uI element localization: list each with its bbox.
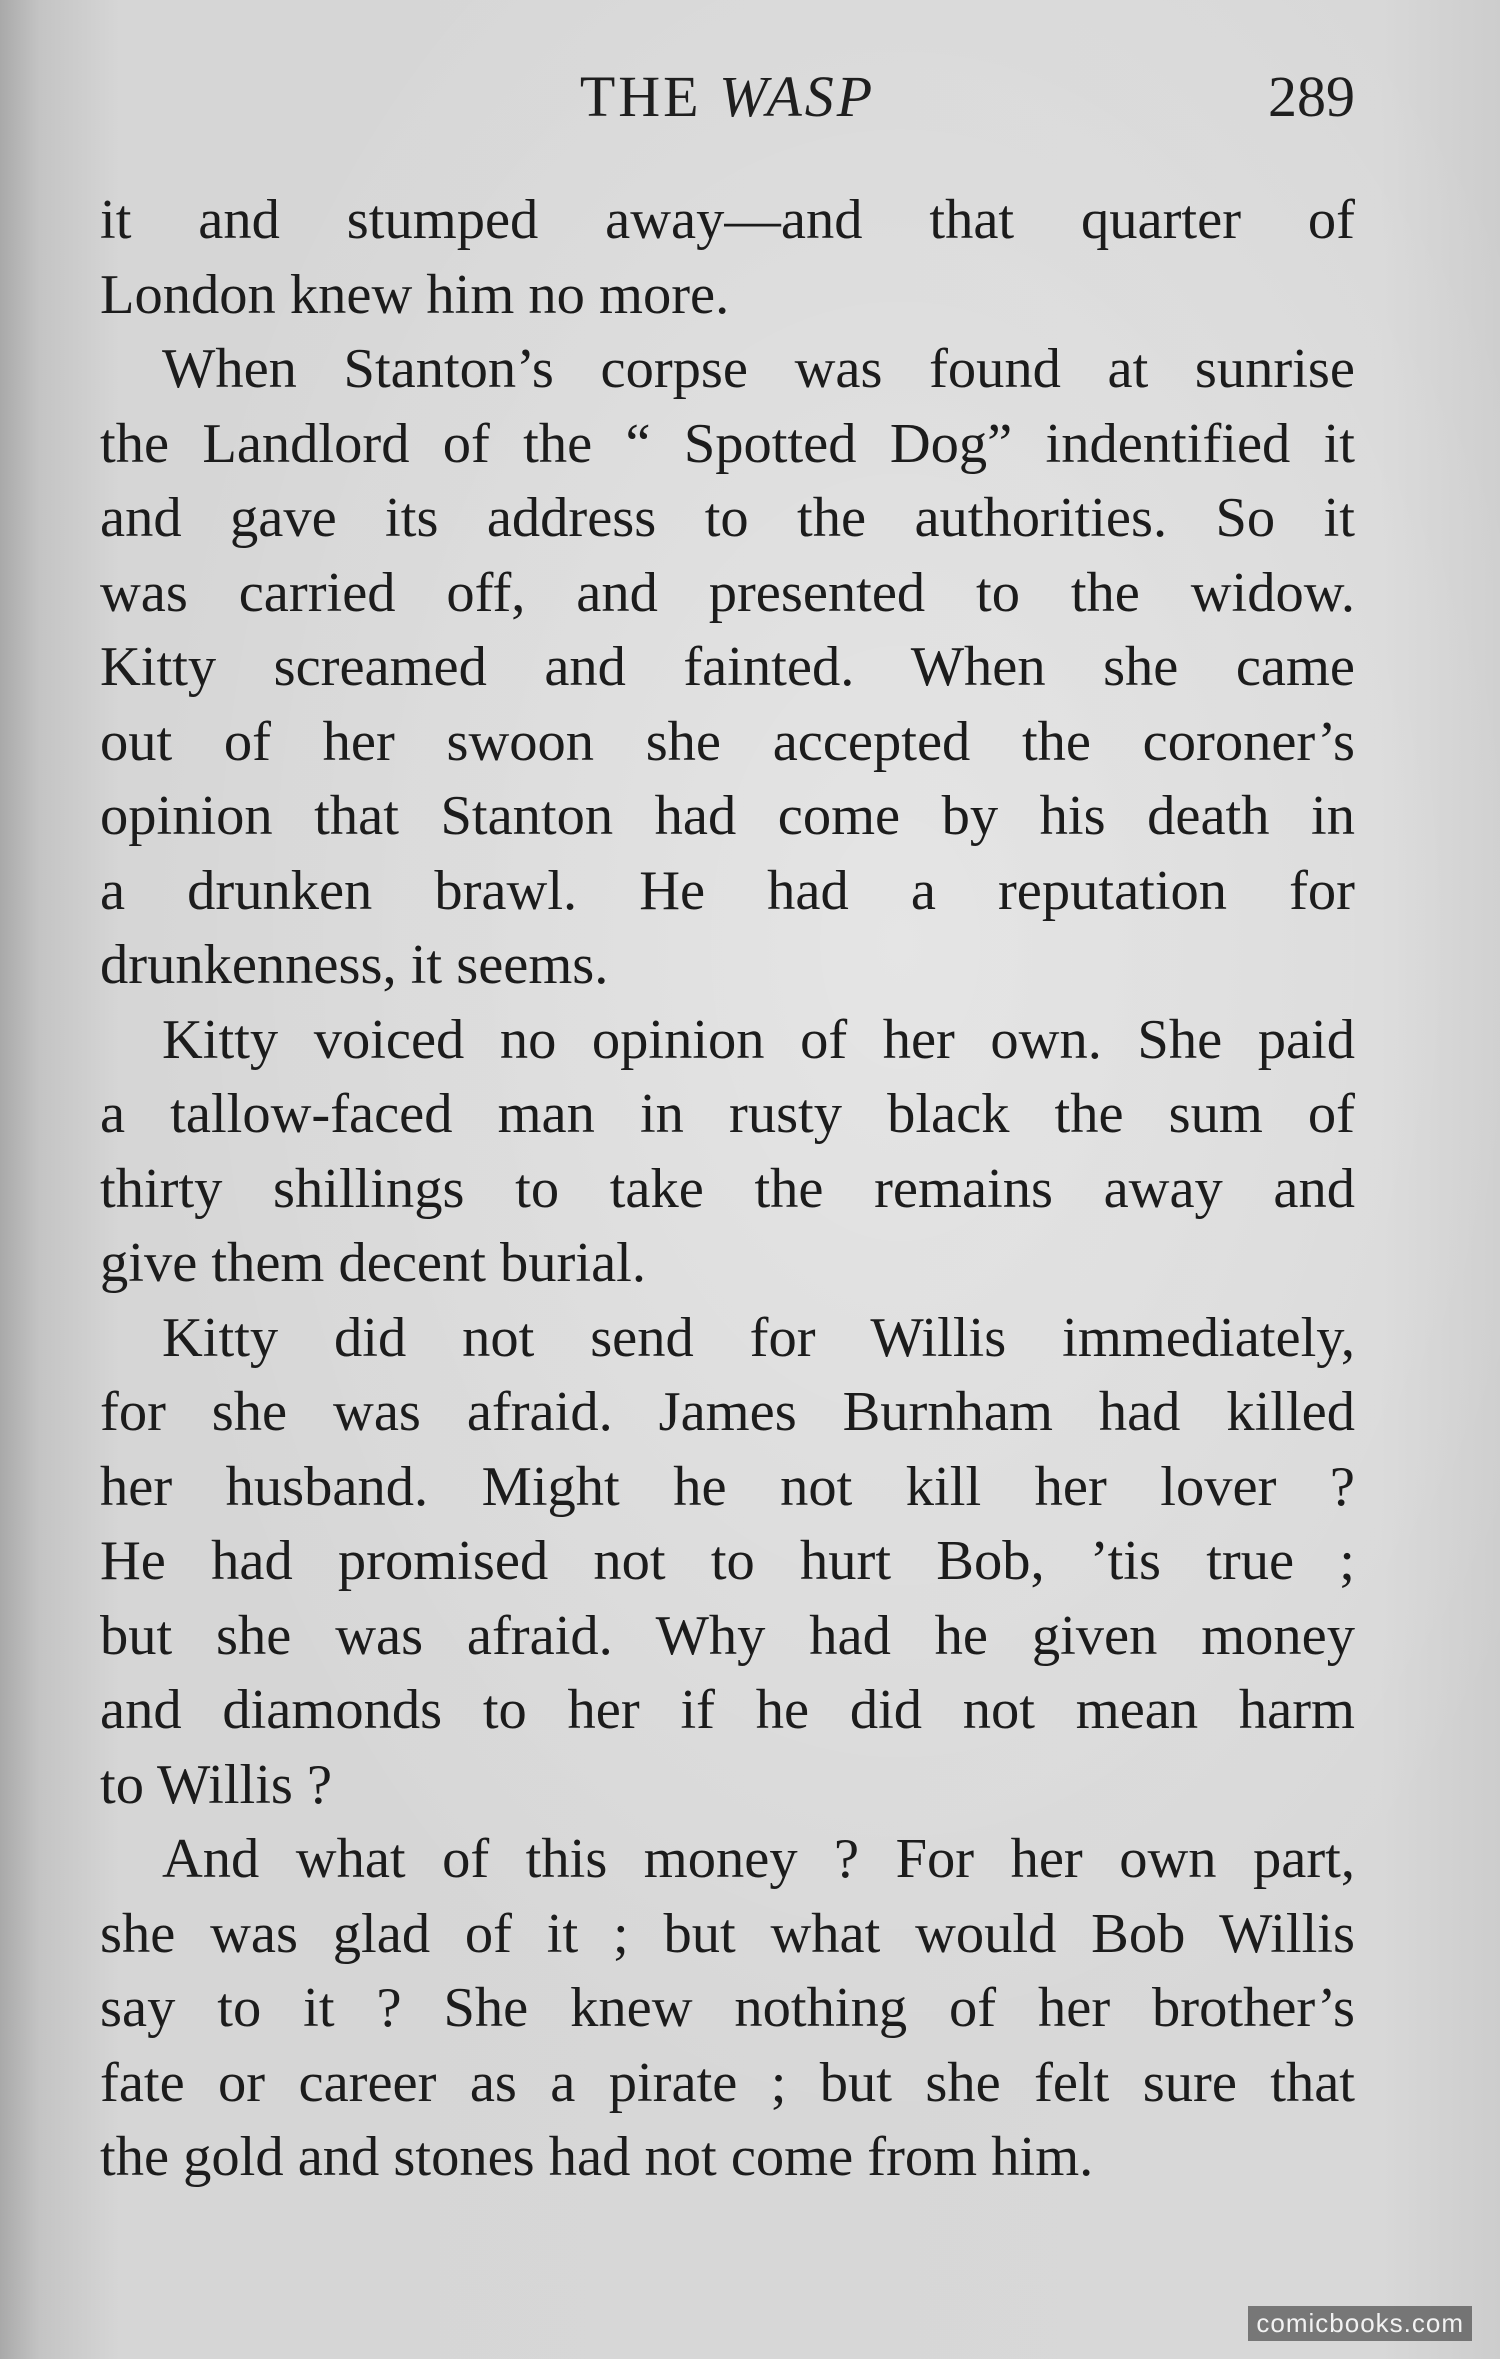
text-line: and gave its address to the authorities. So it	[100, 487, 1355, 549]
text-line: Kitty voiced no opinion of her own. She paid	[162, 1008, 1355, 1071]
paragraph	[100, 183, 1355, 332]
text-line: out of her swoon she accepted the coroner’s	[100, 710, 1355, 773]
text-line: but she was afraid. Why had he given money	[100, 1604, 1355, 1667]
text-line: and diamonds to her if he did not mean harm	[100, 1679, 1355, 1741]
running-title-italic: WASP	[719, 64, 876, 129]
text-line: fate or career as a pirate ; but she felt sure that	[100, 2051, 1355, 2114]
paragraph	[100, 332, 1355, 1003]
running-title	[100, 62, 1355, 132]
text-line: He had promised not to hurt Bob, ’tis true ;	[100, 1530, 1355, 1592]
text-line: When Stanton’s corpse was found at sunrise	[162, 338, 1355, 400]
text-line: she was glad of it ; but what would Bob Willis	[100, 1902, 1355, 1965]
text-line: a drunken brawl. He had a reputation for	[100, 859, 1355, 922]
text-line: say to it ? She knew nothing of her brother’s	[100, 1977, 1355, 2039]
text-line: it and stumped away—and that quarter of	[100, 189, 1355, 251]
text-line: her husband. Might he not kill her lover ?	[100, 1455, 1355, 1518]
text-line: for she was afraid. James Burnham had killed	[100, 1381, 1355, 1443]
text-line: And what of this money ? For her own part,	[162, 1828, 1355, 1890]
running-head	[100, 62, 1355, 132]
text-line: Kitty did not send for Willis immediately,	[162, 1306, 1355, 1369]
paragraph	[100, 1822, 1355, 2195]
text-line: the gold and stones had not come from him.	[100, 2126, 1094, 2188]
text-line: give them decent burial.	[100, 1232, 646, 1294]
paragraph	[100, 1301, 1355, 1823]
text-line: the Landlord of the “ Spotted Dog” indentified it	[100, 412, 1355, 475]
text-line: opinion that Stanton had come by his death in	[100, 785, 1355, 847]
page-number: 289	[1268, 64, 1355, 129]
text-line: Kitty screamed and fainted. When she came	[100, 636, 1355, 698]
body-text	[100, 183, 1355, 2195]
watermark: comicbooks.com	[1248, 2306, 1472, 2341]
paragraph	[100, 1003, 1355, 1301]
text-line: to Willis ?	[100, 1753, 333, 1816]
running-title-prefix: THE	[579, 64, 720, 129]
text-line: was carried off, and presented to the widow.	[100, 561, 1355, 624]
text-line: drunkenness, it seems.	[100, 934, 609, 996]
text-line: thirty shillings to take the remains away and	[100, 1157, 1355, 1220]
text-line: London knew him no more.	[100, 263, 730, 326]
text-line: a tallow-faced man in rusty black the sum of	[100, 1083, 1355, 1145]
